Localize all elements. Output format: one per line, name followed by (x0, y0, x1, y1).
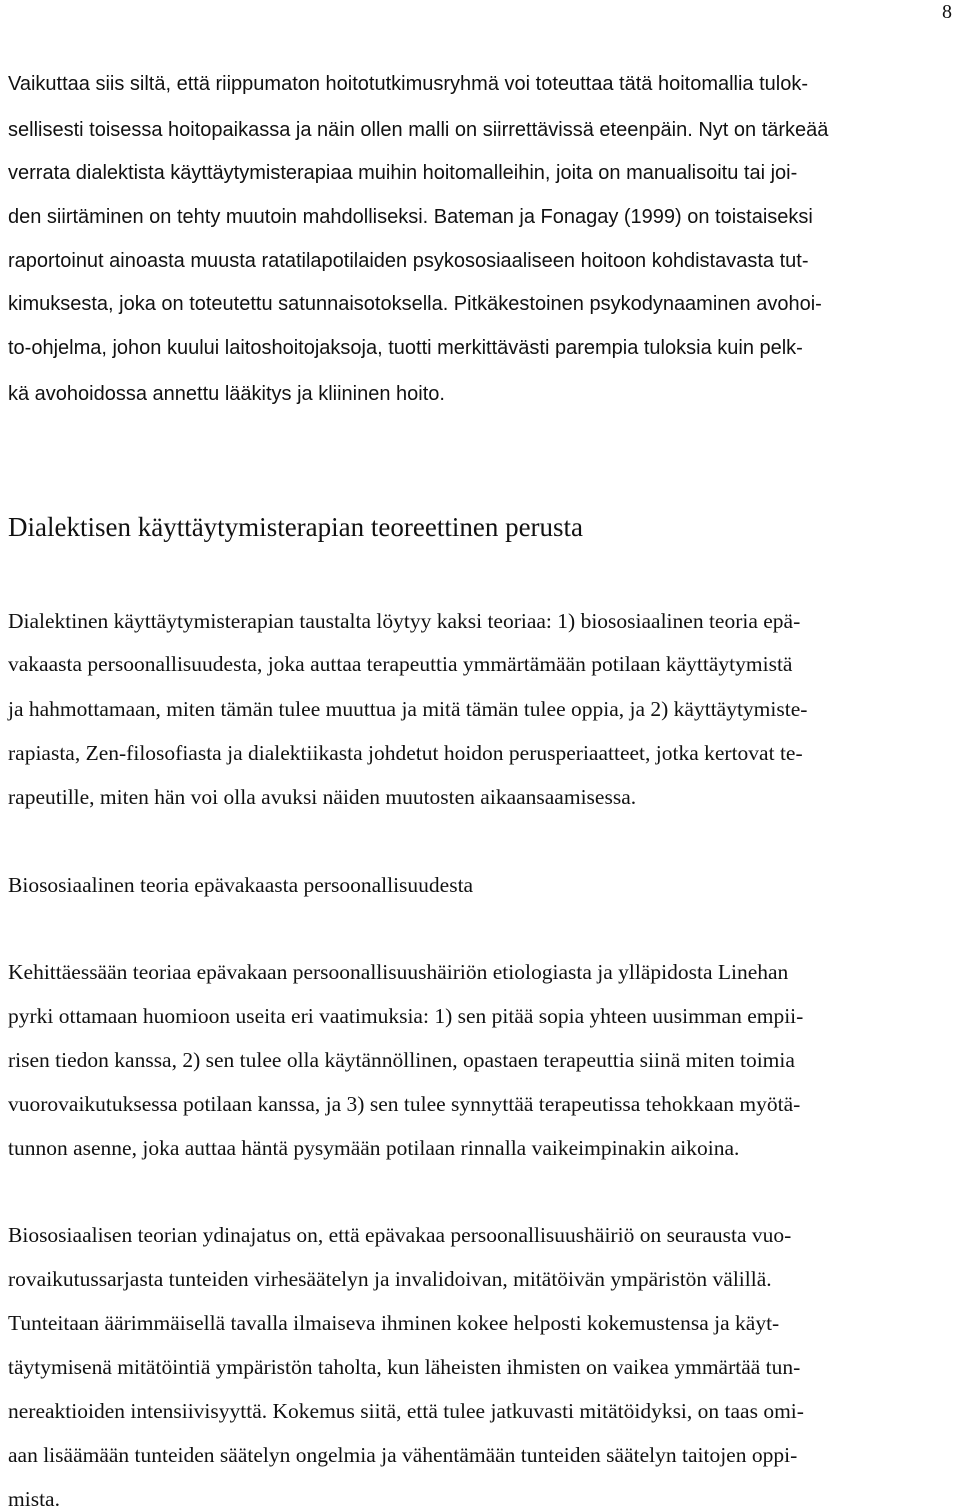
paragraph-line: täytymisenä mitätöintiä ympäristön taholta, kun läheisten ihmisten on vaikea ymmärtää tun- (8, 1355, 801, 1379)
paragraph-line: ja hahmottamaan, miten tämän tulee muuttua ja mitä tämän tulee oppia, ja 2) käyttäytymiste- (8, 697, 808, 721)
paragraph-line: Kehittäessään teoriaa epävakaan persoonallisuushäiriön etiologiasta ja ylläpidosta Linehan (8, 960, 789, 984)
paragraph-line: mista. (8, 1487, 60, 1511)
subsection-heading: Biososiaalinen teoria epävakaasta persoonallisuudesta (8, 873, 474, 897)
paragraph-line: to-ohjelma, johon kuului laitoshoitojaksoja, tuotti merkittävästi parempia tuloksia kuin pelk- (8, 337, 803, 359)
paragraph-line: vakaasta persoonallisuudesta, joka auttaa terapeuttia ymmärtämään potilaan käyttäytymistä (8, 652, 793, 676)
paragraph-line: tunnon asenne, joka auttaa häntä pysymään potilaan rinnalla vaikeimpinakin aikoina. (8, 1136, 740, 1160)
paragraph-line: risen tiedon kanssa, 2) sen tulee olla käytännöllinen, opastaen terapeuttia siinä miten toimia (8, 1048, 795, 1072)
section-heading: Dialektisen käyttäytymisterapian teoreettinen perusta (8, 512, 584, 542)
paragraph-line: sellisesti toisessa hoitopaikassa ja näin ollen malli on siirrettävissä eteenpäin. Nyt on tärkeää (8, 119, 829, 141)
paragraph-line: Tunteitaan äärimmäisellä tavalla ilmaiseva ihminen kokee helposti kokemustensa ja käyt- (8, 1311, 780, 1335)
paragraph-line: Biososiaalisen teorian ydinajatus on, että epävakaa persoonallisuushäiriö on seurausta vuo- (8, 1223, 792, 1247)
paragraph-line: kimuksesta, joka on toteutettu satunnaisotoksella. Pitkäkestoinen psykodynaaminen avohoi- (8, 293, 822, 315)
paragraph-line: den siirtäminen on tehty muutoin mahdolliseksi. Bateman ja Fonagay (1999) on toistaiseksi (8, 206, 813, 228)
paragraph-line: nereaktioiden intensiivisyyttä. Kokemus siitä, että tulee jatkuvasti mitätöidyksi, on taas omi- (8, 1399, 804, 1423)
paragraph-line: aan lisäämään tunteiden säätelyn ongelmia ja vähentämään tunteiden säätelyn taitojen oppi- (8, 1443, 798, 1467)
paragraph-line: rapiasta, Zen-filosofiasta ja dialektiikasta johdetut hoidon perusperiaatteet, jotka kertovat te- (8, 741, 803, 765)
paragraph-line: kä avohoidossa annettu lääkitys ja kliininen hoito. (8, 383, 445, 405)
paragraph-line: verrata dialektista käyttäytymisterapiaa muihin hoitomalleihin, joita on manualisoitu tai joi- (8, 162, 798, 184)
paragraph-line: rapeutille, miten hän voi olla avuksi näiden muutosten aikaansaamisessa. (8, 785, 637, 809)
paragraph-line: pyrki ottamaan huomioon useita eri vaatimuksia: 1) sen pitää sopia yhteen uusimman empii- (8, 1004, 804, 1028)
paragraph-line: vuorovaikutuksessa potilaan kanssa, ja 3) sen tulee synnyttää terapeutissa tehokkaan myötä- (8, 1092, 801, 1116)
paragraph-line: rovaikutussarjasta tunteiden virhesäätelyn ja invalidoivan, mitätöivän ympäristön välillä. (8, 1267, 772, 1291)
paragraph-line: Vaikuttaa siis siltä, että riippumaton hoitotutkimusryhmä voi toteuttaa tätä hoitomallia tulok- (8, 73, 809, 95)
page-number: 8 (942, 1, 952, 23)
paragraph-line: raportoinut ainoasta muusta ratatilapotilaiden psykososiaaliseen hoitoon kohdistavasta tut- (8, 250, 809, 272)
paragraph-line: Dialektinen käyttäytymisterapian taustalta löytyy kaksi teoriaa: 1) biososiaalinen teoria epä- (8, 609, 801, 633)
